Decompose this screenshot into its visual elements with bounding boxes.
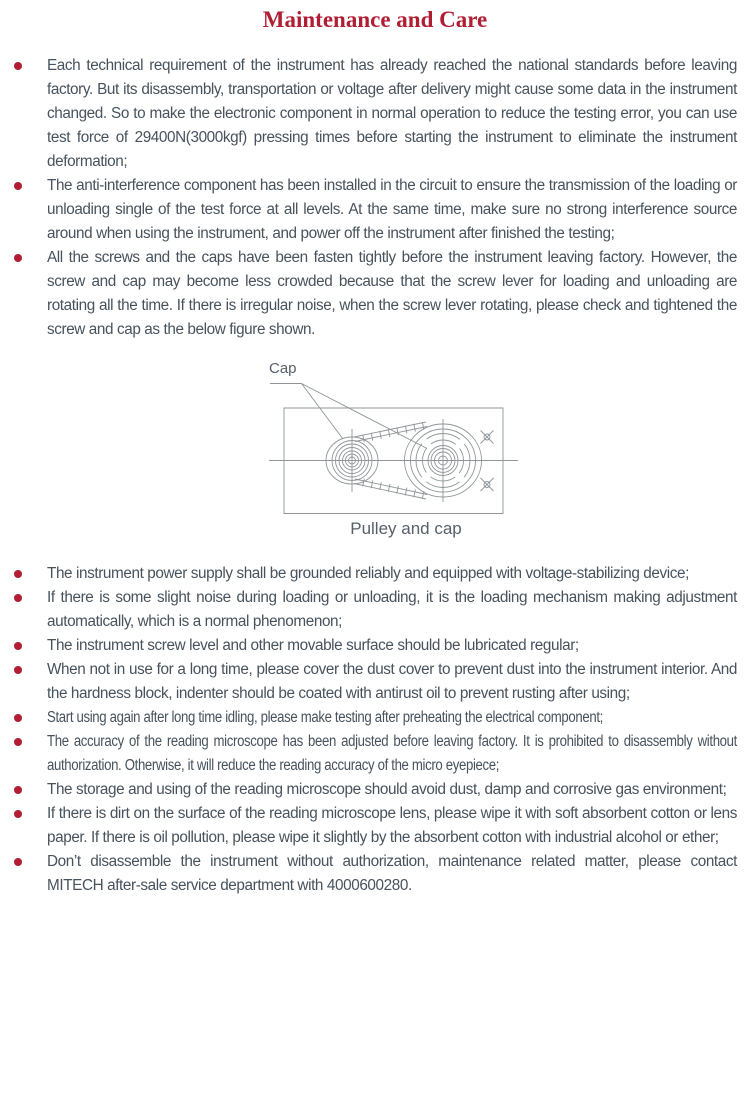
bullet-text: Don’t disassemble the instrument without authorization, maintenance related matter, please contact MITECH after-sale service department with 4000600280.	[47, 853, 737, 894]
bullet-text: The anti-interference component has been installed in the circuit to ensure the transmission of the loading or unloading single of the test force at all levels. At the same time, make sure no strong interference source around when using the instrument, and power off the instrument after finished the testing;	[47, 177, 737, 242]
pulley-figure	[0, 342, 750, 554]
bullet-text: Start using again after long time idling, please make testing after preheating the electrical component;	[47, 709, 603, 726]
bullet-text: The accuracy of the reading microscope has been adjusted before leaving factory. It is prohibited to disassembly without authorization. Otherwise, it will reduce the reading accuracy of the micro eyepiece;	[47, 733, 737, 774]
bullet-item	[0, 778, 750, 802]
bullet-text: Each technical requirement of the instrument has already reached the national standards before leaving factory. But its disassembly, transportation or voltage after delivery might cause some data in the instrument changed. So to make the electronic component in normal operation to reduce the testing error, you can use test force of 29400N(3000kgf) pressing times before starting the instrument to eliminate the instrument deformation;	[47, 57, 737, 170]
bullet-dot	[14, 642, 22, 650]
bullet-dot	[14, 714, 22, 722]
bullet-text: The storage and using of the reading microscope should avoid dust, damp and corrosive gas environment;	[47, 781, 727, 798]
bullet-item	[0, 562, 750, 586]
bullet-text: The instrument screw level and other movable surface should be lubricated regular;	[47, 637, 579, 654]
bullet-dot	[14, 182, 22, 190]
belt-teeth-top	[363, 422, 424, 442]
screw-mark-bottom	[481, 478, 494, 491]
figure-cap-label: Cap	[269, 360, 297, 377]
bullet-item	[0, 730, 750, 778]
bullet-text: If there is some slight noise during loading or unloading, it is the loading mechanism making adjustment automatically, which is a normal phenomenon;	[47, 589, 737, 630]
bullet-item	[0, 586, 750, 634]
bullet-item	[0, 246, 750, 342]
page-title: Maintenance and Care	[262, 7, 488, 32]
bullet-dot	[14, 810, 22, 818]
belt-teeth-bottom	[363, 479, 424, 499]
belt-bottom	[354, 479, 427, 499]
bullet-item	[0, 802, 750, 850]
bullet-dot	[14, 254, 22, 262]
bullet-list-top	[0, 54, 750, 342]
bullet-text: When not in use for a long time, please cover the dust cover to prevent dust into the instrument interior. And the hardness block, indenter should be coated with antirust oil to prevent rusting after using;	[47, 661, 737, 702]
bullet-item	[0, 706, 750, 730]
bullet-dot	[14, 858, 22, 866]
bullet-list-bottom	[0, 562, 750, 898]
bullet-text: The instrument power supply shall be grounded reliably and equipped with voltage-stabilizing device;	[47, 565, 689, 582]
bullet-item	[0, 658, 750, 706]
bullet-dot	[14, 738, 22, 746]
bullet-item	[0, 174, 750, 246]
bullet-dot	[14, 786, 22, 794]
figure-caption: Pulley and cap	[350, 519, 462, 538]
cap-leader-lines	[270, 384, 427, 449]
bullet-item	[0, 54, 750, 174]
bullet-item	[0, 850, 750, 898]
bullet-dot	[14, 62, 22, 70]
bullet-text: If there is dirt on the surface of the reading microscope lens, please wipe it with soft absorbent cotton or lens paper. If there is oil pollution, please wipe it slightly by the absorbent cotton with industrial alcohol or ether;	[47, 805, 737, 846]
screw-mark-top	[481, 431, 494, 444]
bullet-dot	[14, 666, 22, 674]
bullet-dot	[14, 594, 22, 602]
bullet-text: All the screws and the caps have been fasten tightly before the instrument leaving factory. However, the screw and cap may become less crowded because that the screw lever for loading and unloading are rotating all the time. If there is irregular noise, when the screw lever rotating, please check and tightened the screw and cap as the below figure shown.	[47, 249, 737, 338]
belt-top	[354, 422, 427, 442]
bullet-dot	[14, 570, 22, 578]
bullet-item	[0, 634, 750, 658]
